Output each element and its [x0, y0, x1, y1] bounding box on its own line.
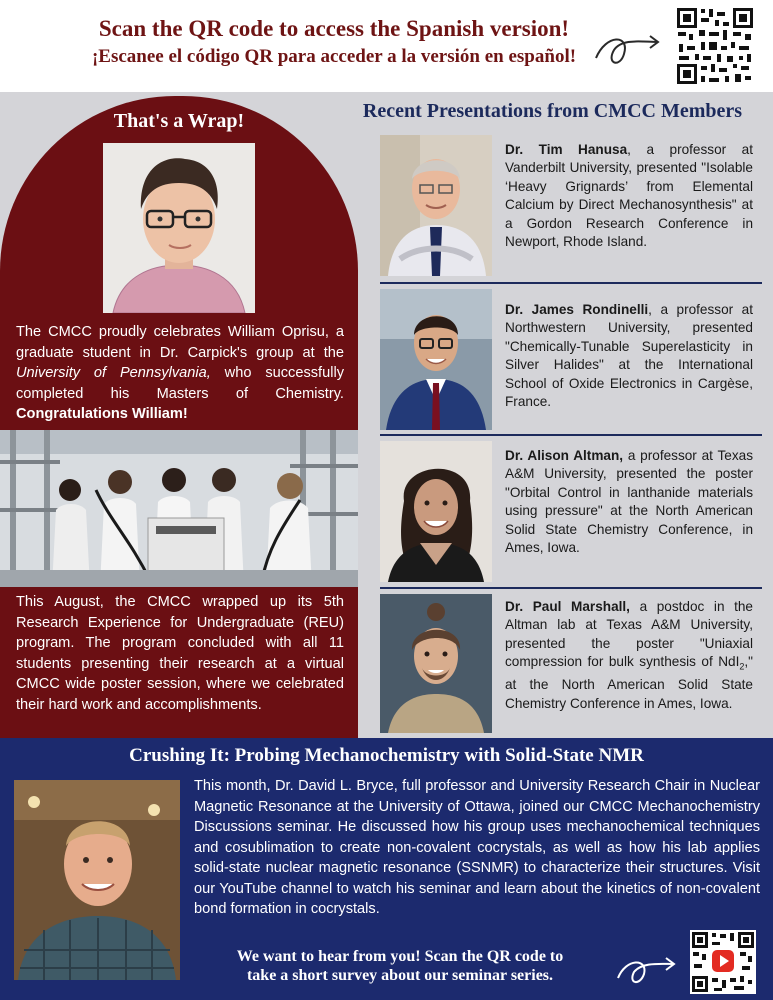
presenter-name: Dr. Paul Marshall,: [505, 599, 630, 614]
william-celebration-text: [16, 322, 344, 425]
survey-line: We want to hear from you! Scan the QR code to: [236, 948, 564, 965]
paul-marshall-photo: [380, 594, 492, 733]
reu-program-text: This August, the CMCC wrapped up its 5th Research Experience for Undergraduate (REU) program. The program concluded with all 11 students presenting their research at a virtual CMCC wide poster session, where we celebrated their hard work and accomplishments.: [16, 594, 344, 713]
section-divider: [380, 434, 762, 436]
paul-marshall-text: [505, 598, 753, 713]
congratulations-text: Congratulations William!: [16, 406, 188, 422]
spanish-version-heading: Scan the QR code to access the Spanish version!: [98, 16, 570, 41]
section-divider: [380, 282, 762, 284]
reu-lab-photo: [0, 430, 358, 587]
wrap-text-part: who successfully completed his Masters of Chemistry.: [16, 365, 344, 402]
alison-altman-photo: [380, 441, 492, 582]
david-bryce-photo: [14, 780, 180, 980]
wrap-text-part: The CMCC proudly celebrates William Oprisu, a graduate student in Dr. Carpick's group at the: [16, 324, 344, 361]
university-name: University of Pennsylvania,: [16, 365, 211, 381]
presenter-name: Dr. James Rondinelli: [505, 302, 649, 317]
james-rondinelli-photo: [380, 289, 492, 430]
alison-altman-text: [505, 447, 753, 557]
presentation-description: , a professor at Northwestern University, presented "Chemically-Tunable Superelasticity in Silver Halides" at the International School of Oxide Electronics in Cargèse, France.: [505, 302, 754, 410]
spanish-version-heading-es: ¡Escanee el código QR para acceder a la versión en español!: [91, 46, 577, 67]
nmr-section-title: Crushing It: Probing Mechanochemistry with Solid-State NMR: [129, 745, 644, 766]
recent-presentations-title: Recent Presentations from CMCC Members: [362, 100, 743, 122]
tim-hanusa-photo: [380, 135, 492, 276]
curly-arrow-icon: [614, 952, 680, 992]
james-rondinelli-text: [505, 301, 753, 411]
nmr-seminar-text: This month, Dr. David L. Bryce, full professor and University Research Chair in Nuclear Magnetic Resonance at the University of Ottawa, joined our CMCC Mechanochemistry Discussions seminar. He discussed how his group uses mechanochemical techniques and cosublimation to create non-covalent cocrystals, as well as how his lab applies solid-state nuclear magnetic resonance (SSNMR) to characterize their structures. Visit our YouTube channel to watch his seminar and learn about the kinetics of non-covalent bond formation in cocrystals.: [194, 778, 760, 917]
tim-hanusa-text: [505, 141, 753, 251]
survey-call-to-action: [190, 947, 610, 985]
chemical-subscript: 2: [739, 661, 745, 672]
section-divider: [380, 587, 762, 589]
presentation-description: a professor at Texas A&M University, presented the poster "Orbital Control in lanthanide materials using pressure" at the North American Solid State Chemistry Conference, in Ames, Iowa.: [505, 448, 753, 556]
presenter-name: Dr. Alison Altman,: [505, 448, 624, 463]
presentation-description: a postdoc in the Altman lab at Texas A&M University, presented the poster "Uniaxial compression for bulk synthesis of NdI: [505, 599, 753, 670]
qr-code-survey[interactable]: [690, 930, 756, 994]
presenter-name: Dr. Tim Hanusa: [505, 142, 628, 157]
qr-code-spanish[interactable]: [675, 6, 755, 86]
presentation-description: ," at the North American Solid State Chemistry Conference in Ames, Iowa.: [505, 654, 753, 711]
survey-line: take a short survey about our seminar series.: [246, 967, 554, 984]
william-oprisu-photo: [103, 143, 255, 313]
presentation-description: , a professor at Vanderbilt University, presented "Isolable ‘Heavy Grignards’ from Elemental Calcium by Direct Mechanosynthesis" at a Gordon Research Conference in Newport, Rhode Island.: [505, 142, 754, 250]
thats-a-wrap-title: That's a Wrap!: [113, 110, 245, 132]
curly-arrow-icon: [592, 28, 664, 72]
